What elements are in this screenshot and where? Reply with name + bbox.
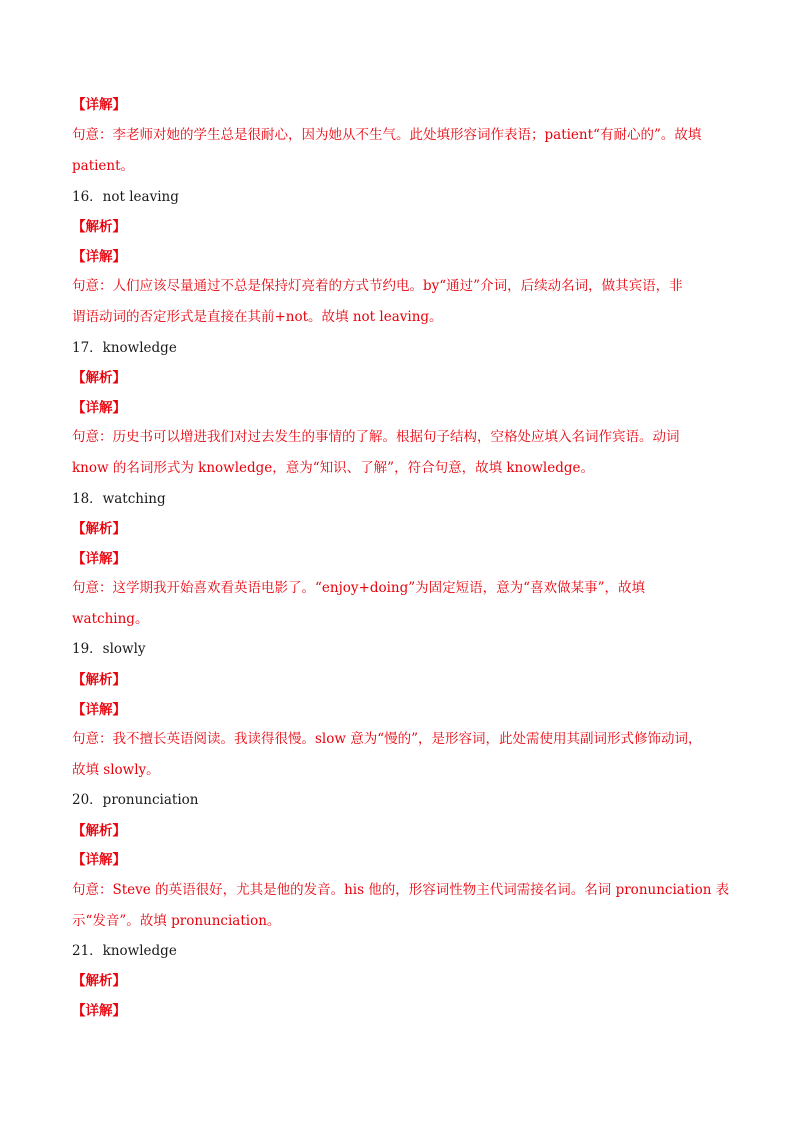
question-answer-title: 21．knowledge	[72, 943, 177, 959]
analysis-label: 【解析】	[72, 672, 126, 688]
analysis-label: 【解析】	[72, 370, 126, 386]
explanation-line: 谓语动词的否定形式是直接在其前+not。故填 not leaving。	[72, 309, 443, 325]
detail-label: 【详解】	[72, 97, 126, 113]
analysis-label: 【解析】	[72, 219, 126, 235]
detail-label: 【详解】	[72, 852, 126, 868]
explanation-line: 句意：李老师对她的学生总是很耐心，因为她从不生气。此处填形容词作表语；patient“有耐心的”。故填	[72, 127, 702, 143]
analysis-label: 【解析】	[72, 521, 126, 537]
question-answer-title: 20．pronunciation	[72, 792, 199, 808]
explanation-line: 句意：这学期我开始喜欢看英语电影了。“enjoy+doing”为固定短语，意为“喜欢做某事”，故填	[72, 580, 645, 596]
question-answer-title: 19．slowly	[72, 641, 146, 657]
detail-label: 【详解】	[72, 400, 126, 416]
explanation-line: 句意：历史书可以增进我们对过去发生的事情的了解。根据句子结构，空格处应填入名词作宾语。动词	[72, 429, 680, 445]
detail-label: 【详解】	[72, 1003, 126, 1019]
explanation-line: 句意：Steve 的英语很好，尤其是他的发音。his 他的，形容词性物主代词需接名词。名词 pronunciation 表	[72, 882, 730, 898]
question-answer-title: 18．watching	[72, 491, 166, 507]
detail-label: 【详解】	[72, 702, 126, 718]
detail-label: 【详解】	[72, 551, 126, 567]
explanation-line: 句意：我不擅长英语阅读。我读得很慢。slow 意为“慢的”，是形容词，此处需使用其副词形式修饰动词，	[72, 731, 702, 747]
explanation-line: 示“发音”。故填 pronunciation。	[72, 913, 281, 929]
question-answer-title: 16．not leaving	[72, 189, 179, 205]
analysis-label: 【解析】	[72, 973, 126, 989]
explanation-line: know 的名词形式为 knowledge，意为“知识、了解”，符合句意，故填 knowledge。	[72, 460, 595, 476]
detail-label: 【详解】	[72, 249, 126, 265]
analysis-label: 【解析】	[72, 823, 126, 839]
explanation-line: patient。	[72, 158, 135, 174]
explanation-line: watching。	[72, 611, 149, 627]
explanation-line: 故填 slowly。	[72, 762, 160, 778]
question-answer-title: 17．knowledge	[72, 340, 177, 356]
explanation-line: 句意：人们应该尽量通过不总是保持灯亮着的方式节约电。by“通过”介词，后续动名词，做其宾语，非	[72, 278, 683, 294]
